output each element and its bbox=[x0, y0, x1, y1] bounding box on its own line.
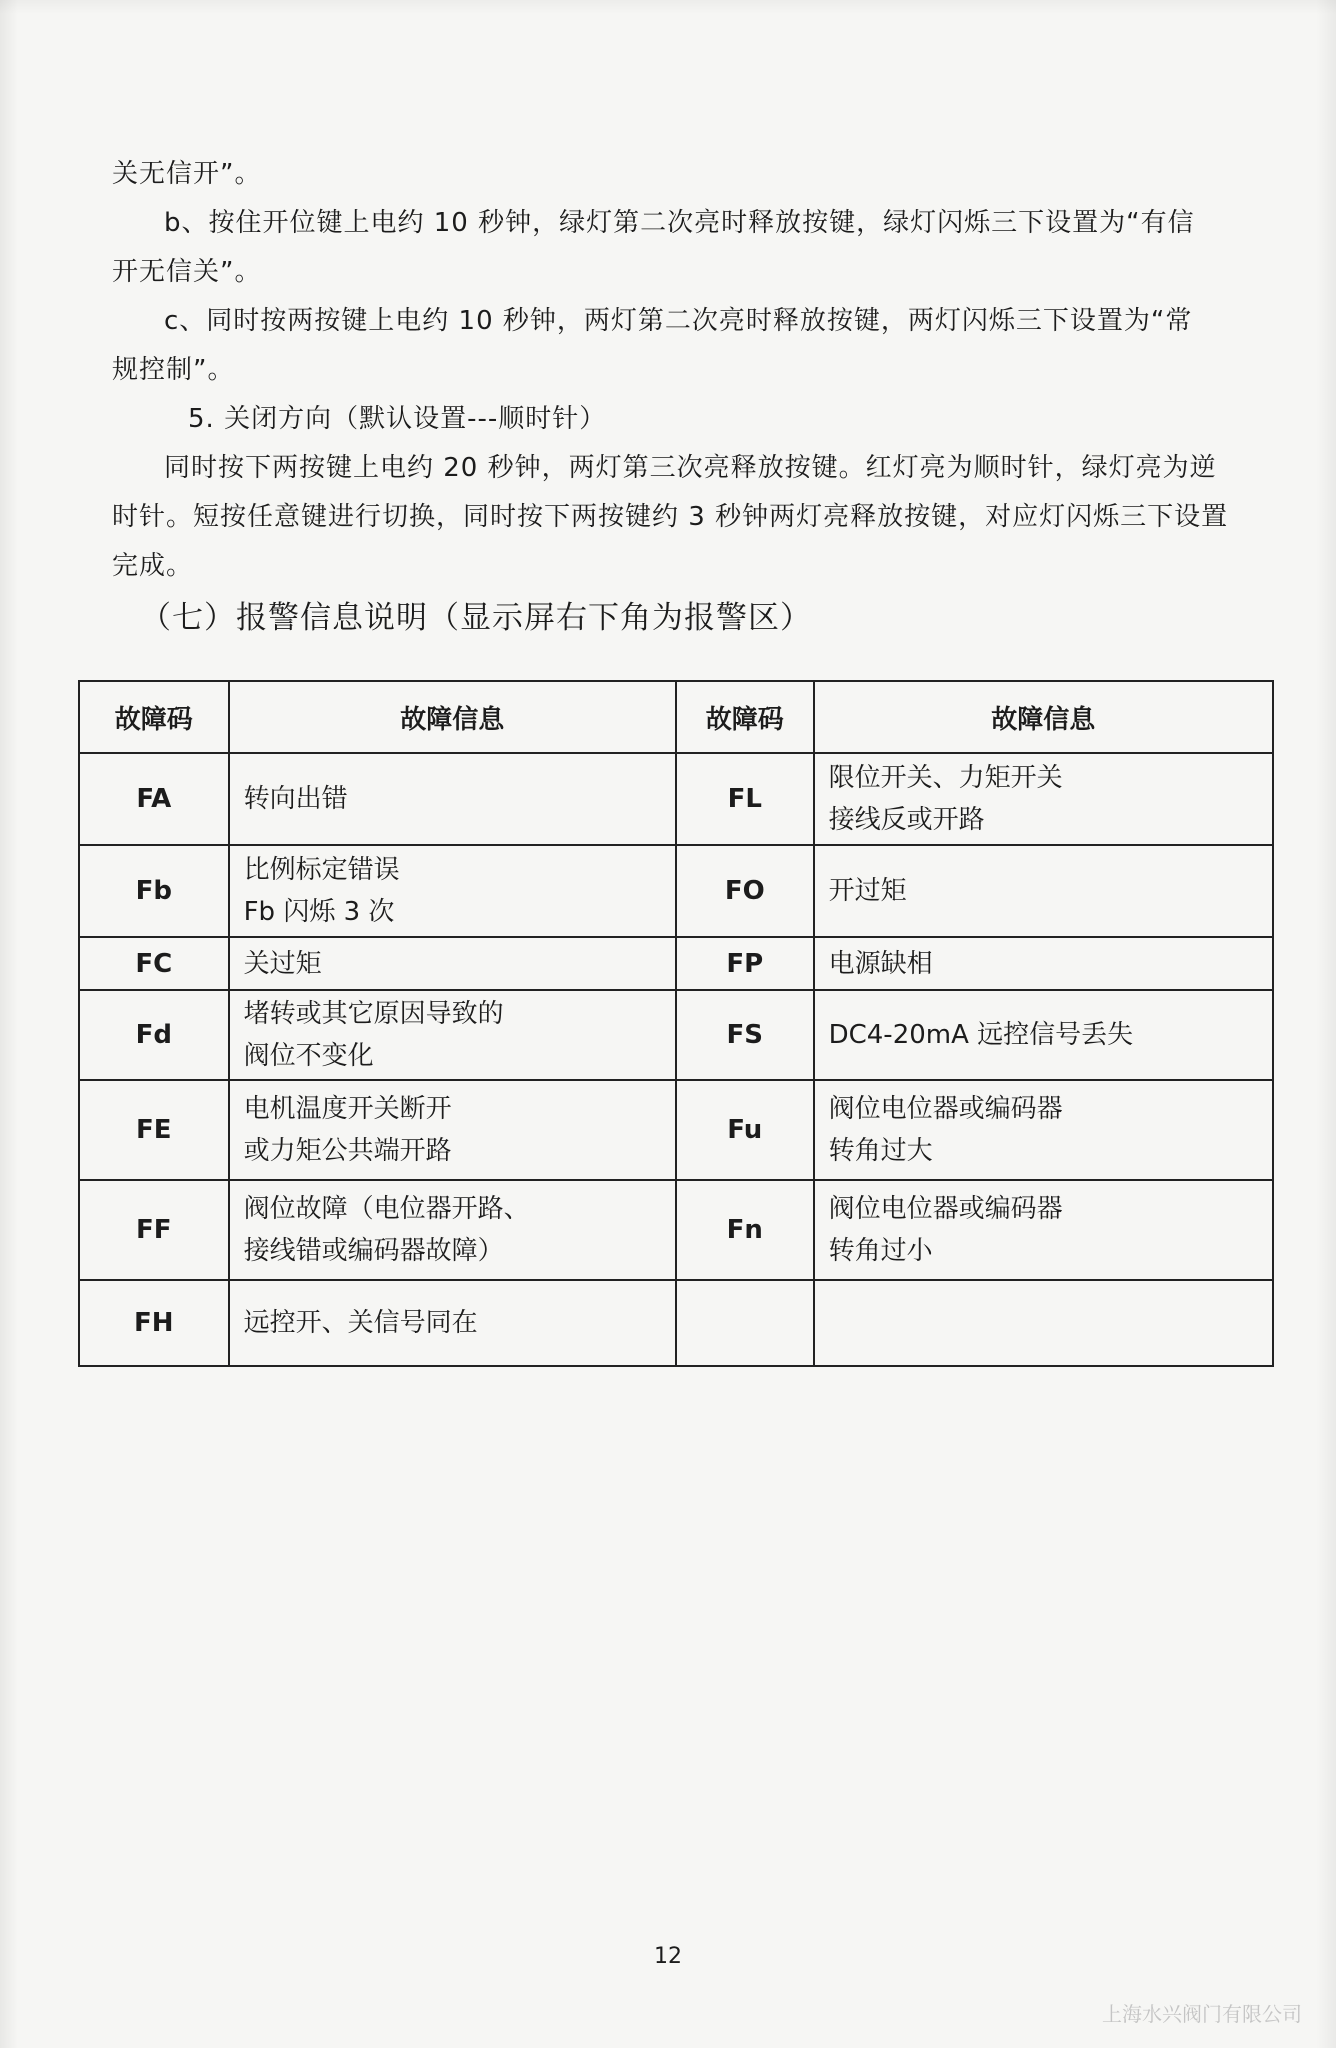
fault-code-cell: FA bbox=[79, 753, 229, 845]
fault-info-line: 堵转或其它原因导致的 bbox=[243, 999, 504, 1029]
fault-code-cell: FP bbox=[676, 937, 814, 990]
fault-code-cell bbox=[676, 1280, 814, 1366]
fault-code-cell: Fd bbox=[79, 990, 229, 1080]
body-text bbox=[112, 150, 1292, 591]
fault-info-cell bbox=[814, 990, 1273, 1080]
table-row bbox=[79, 845, 1273, 937]
table-row bbox=[79, 753, 1273, 845]
table-row bbox=[79, 1180, 1273, 1280]
fault-info-line: 接线反或开路 bbox=[828, 805, 985, 835]
fault-info-cell bbox=[229, 753, 676, 845]
fault-info-cell bbox=[229, 1080, 676, 1180]
fault-info-line: DC4-20mA 远控信号丢失 bbox=[828, 1020, 1134, 1050]
fault-info-line: 转向出错 bbox=[243, 784, 348, 814]
fault-info-line: 阀位电位器或编码器 bbox=[828, 1094, 1063, 1124]
fault-info-line: 转角过小 bbox=[828, 1236, 933, 1266]
table-row bbox=[79, 937, 1273, 990]
fault-code-cell: Fb bbox=[79, 845, 229, 937]
fault-info-line: 远控开、关信号同在 bbox=[243, 1308, 478, 1338]
paragraph-line: 同时按下两按键上电约 20 秒钟，两灯第三次亮释放按键。红灯亮为顺时针，绿灯亮为逆 bbox=[164, 453, 1217, 483]
fault-info-line: 或力矩公共端开路 bbox=[243, 1136, 452, 1166]
fault-info-line: 阀位不变化 bbox=[243, 1041, 374, 1071]
header-fault-info: 故障信息 bbox=[814, 681, 1273, 753]
fault-code-cell: FF bbox=[79, 1180, 229, 1280]
table-row bbox=[79, 1080, 1273, 1180]
fault-info-line: Fb 闪烁 3 次 bbox=[243, 897, 395, 927]
paragraph-line: 5. 关闭方向（默认设置---顺时针） bbox=[188, 404, 607, 434]
paragraph-line: b、按住开位键上电约 10 秒钟，绿灯第二次亮时释放按键，绿灯闪烁三下设置为“有信 bbox=[164, 208, 1195, 238]
fault-code-table bbox=[78, 680, 1274, 1367]
fault-code-cell: FE bbox=[79, 1080, 229, 1180]
fault-info-cell bbox=[814, 1180, 1273, 1280]
paragraph-line: c、同时按两按键上电约 10 秒钟，两灯第二次亮时释放按键，两灯闪烁三下设置为“常 bbox=[164, 306, 1193, 336]
section-heading: （七）报警信息说明（显示屏右下角为报警区） bbox=[140, 600, 812, 636]
header-fault-code: 故障码 bbox=[79, 681, 229, 753]
page-number: 12 bbox=[654, 1944, 682, 1969]
fault-info-line: 关过矩 bbox=[243, 948, 322, 979]
paragraph-line: 开无信关”。 bbox=[112, 257, 262, 287]
fault-info-cell bbox=[814, 1280, 1273, 1366]
fault-code-cell: FO bbox=[676, 845, 814, 937]
fault-info-cell bbox=[229, 1180, 676, 1280]
table-row bbox=[79, 990, 1273, 1080]
paragraph-line: 时针。短按任意键进行切换，同时按下两按键约 3 秒钟两灯亮释放按键，对应灯闪烁三下设置 bbox=[112, 502, 1229, 532]
fault-info-line: 转角过大 bbox=[828, 1136, 933, 1166]
table-row bbox=[79, 1280, 1273, 1366]
fault-info-line: 限位开关、力矩开关 bbox=[828, 763, 1063, 793]
fault-code-cell: Fu bbox=[676, 1080, 814, 1180]
fault-info-cell bbox=[229, 845, 676, 937]
fault-info-cell bbox=[229, 937, 676, 990]
table-header-row bbox=[79, 681, 1273, 753]
fault-info-line: 电源缺相 bbox=[828, 948, 933, 979]
fault-code-cell: FC bbox=[79, 937, 229, 990]
header-fault-info: 故障信息 bbox=[229, 681, 676, 753]
fault-info-cell bbox=[814, 845, 1273, 937]
fault-info-cell bbox=[229, 990, 676, 1080]
watermark: 上海水兴阀门有限公司 bbox=[1102, 2002, 1302, 2026]
fault-info-line: 电机温度开关断开 bbox=[243, 1094, 452, 1124]
fault-code-cell: FL bbox=[676, 753, 814, 845]
fault-info-line: 阀位电位器或编码器 bbox=[828, 1194, 1063, 1224]
fault-info-line: 比例标定错误 bbox=[243, 855, 400, 885]
fault-info-cell bbox=[814, 1080, 1273, 1180]
fault-code-cell: Fn bbox=[676, 1180, 814, 1280]
paragraph-line: 规控制”。 bbox=[112, 355, 235, 385]
fault-info-line: 阀位故障（电位器开路、 bbox=[243, 1194, 530, 1224]
fault-code-cell: FH bbox=[79, 1280, 229, 1366]
fault-info-line: 开过矩 bbox=[828, 876, 907, 906]
header-fault-code: 故障码 bbox=[676, 681, 814, 753]
fault-info-cell bbox=[229, 1280, 676, 1366]
fault-info-line: 接线错或编码器故障） bbox=[243, 1236, 504, 1266]
fault-info-cell bbox=[814, 753, 1273, 845]
paragraph-line: 完成。 bbox=[112, 551, 194, 581]
paragraph-line: 关无信开”。 bbox=[112, 159, 262, 189]
fault-code-cell: FS bbox=[676, 990, 814, 1080]
fault-info-cell bbox=[814, 937, 1273, 990]
